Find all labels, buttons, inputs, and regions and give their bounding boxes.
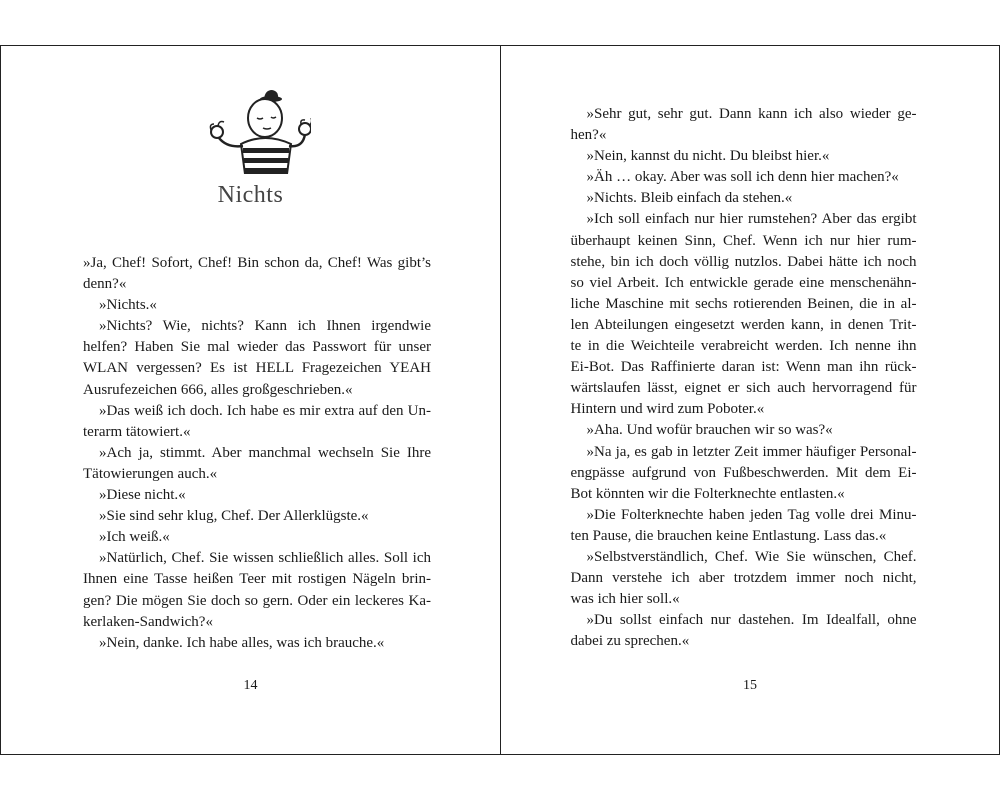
text-line: Dann verstehe ich aber trotzdem immer noch nicht, <box>570 570 917 587</box>
text-line: »Die Folterknechte haben jeden Tag volle drei Minu- <box>586 506 917 523</box>
character-illustration-icon <box>205 88 311 174</box>
text-line: Hintern und wird zum Poboter.« <box>570 401 765 418</box>
text-line: Ausrufezeichen 666, alles großgeschrieben.« <box>83 381 353 398</box>
text-line: »Nichts. Bleib einfach da stehen.« <box>586 190 793 207</box>
text-line: Tätowierungen auch.« <box>83 465 218 482</box>
text-line: »Du sollst einfach nur dastehen. Im Idealfall, ohne <box>586 612 917 629</box>
text-line: liche Maschine mit sechs rotierenden Beinen, die in al- <box>570 295 917 312</box>
text-line: ten Pause, die brauchen keine Entlastung. Lass das.« <box>570 527 887 544</box>
text-line: »Sehr gut, sehr gut. Dann kann ich also wieder ge- <box>586 106 917 122</box>
text-line: so viel Arbeit. Ich entwickle gerade eine menschenähn- <box>570 274 917 291</box>
book-spread <box>0 45 1000 755</box>
text-line: »Aha. Und wofür brauchen wir so was?« <box>586 422 833 439</box>
page-number-right: 15 <box>743 678 757 693</box>
text-line: »Selbstverständlich, Chef. Wie Sie wünschen, Chef. <box>586 548 917 565</box>
text-line: »Nichts? Wie, nichts? Kann ich Ihnen irgendwie <box>99 318 431 335</box>
text-line: helfen? Haben Sie mal wieder das Passwort für unser <box>83 339 431 356</box>
text-line: Bot könnten wir die Folterknechte entlasten.« <box>570 485 845 502</box>
text-line: terarm tätowiert.« <box>83 423 191 440</box>
text-line: überhaupt keinen Sinn, Chef. Wenn ich nur hier rum- <box>570 232 917 249</box>
text-line: engpässe aufgrund von Fußbeschwerden. Mit dem Ei- <box>570 464 917 481</box>
text-line: was ich hier soll.« <box>570 591 680 608</box>
text-line: Ihnen eine Tasse heißen Teer mit rostigen Nägeln brin- <box>83 571 431 588</box>
text-line: »Nichts.« <box>99 297 157 314</box>
text-line: gen? Die mögen Sie doch so gern. Oder ein leckeres Ka- <box>83 592 431 609</box>
text-line: »Natürlich, Chef. Sie wissen schließlich alles. Soll ich <box>99 550 431 567</box>
chapter-title: Nichts <box>217 182 284 208</box>
text-line: »Ja, Chef! Sofort, Chef! Bin schon da, Chef! Was gibt’s <box>83 255 431 271</box>
text-line: »Sie sind sehr klug, Chef. Der Allerklügste.« <box>99 508 369 525</box>
text-line: »Na ja, es gab in letzter Zeit immer häufiger Personal- <box>586 443 917 460</box>
text-line: »Das weiß ich doch. Ich habe es mir extra auf den Un- <box>99 402 431 419</box>
text-line: »Diese nicht.« <box>99 487 186 504</box>
text-line: WLAN vergessen? Es ist HELL Fragezeichen YEAH <box>83 360 431 377</box>
page-number-left: 14 <box>243 678 258 693</box>
text-line: len Abteilungen eingesetzt werden kann, in denen Trit- <box>570 316 917 333</box>
text-line: Ei-Bot. Das Raffinierte daran ist: Wenn man ihn rück- <box>570 359 917 376</box>
text-line: wärtslaufen lässt, eignet er sich auch hervorragend für <box>570 380 917 397</box>
text-line: stehe, bin ich doch völlig nutzlos. Dabei hätte ich noch <box>570 253 917 270</box>
text-line: te in die Weichteile verabreicht werden. Ich nenne ihn <box>570 338 917 355</box>
text-line: hen?« <box>570 127 607 144</box>
text-line: dabei zu sprechen.« <box>570 633 690 650</box>
text-line: denn?« <box>83 276 127 293</box>
text-line: »Nein, danke. Ich habe alles, was ich brauche.« <box>99 634 385 651</box>
text-line: »Ach ja, stimmt. Aber manchmal wechseln Sie Ihre <box>99 444 431 461</box>
right-page <box>501 46 1000 754</box>
text-line: »Äh … okay. Aber was soll ich denn hier machen?« <box>586 169 899 186</box>
left-page <box>1 46 501 754</box>
text-line: »Nein, kannst du nicht. Du bleibst hier.« <box>586 148 830 165</box>
text-line: »Ich weiß.« <box>99 529 170 546</box>
left-page-text <box>83 253 431 654</box>
text-line: kerlaken-Sandwich?« <box>83 613 213 630</box>
right-page-text <box>571 104 917 652</box>
text-line: »Ich soll einfach nur hier rumstehen? Aber das ergibt <box>586 211 917 228</box>
